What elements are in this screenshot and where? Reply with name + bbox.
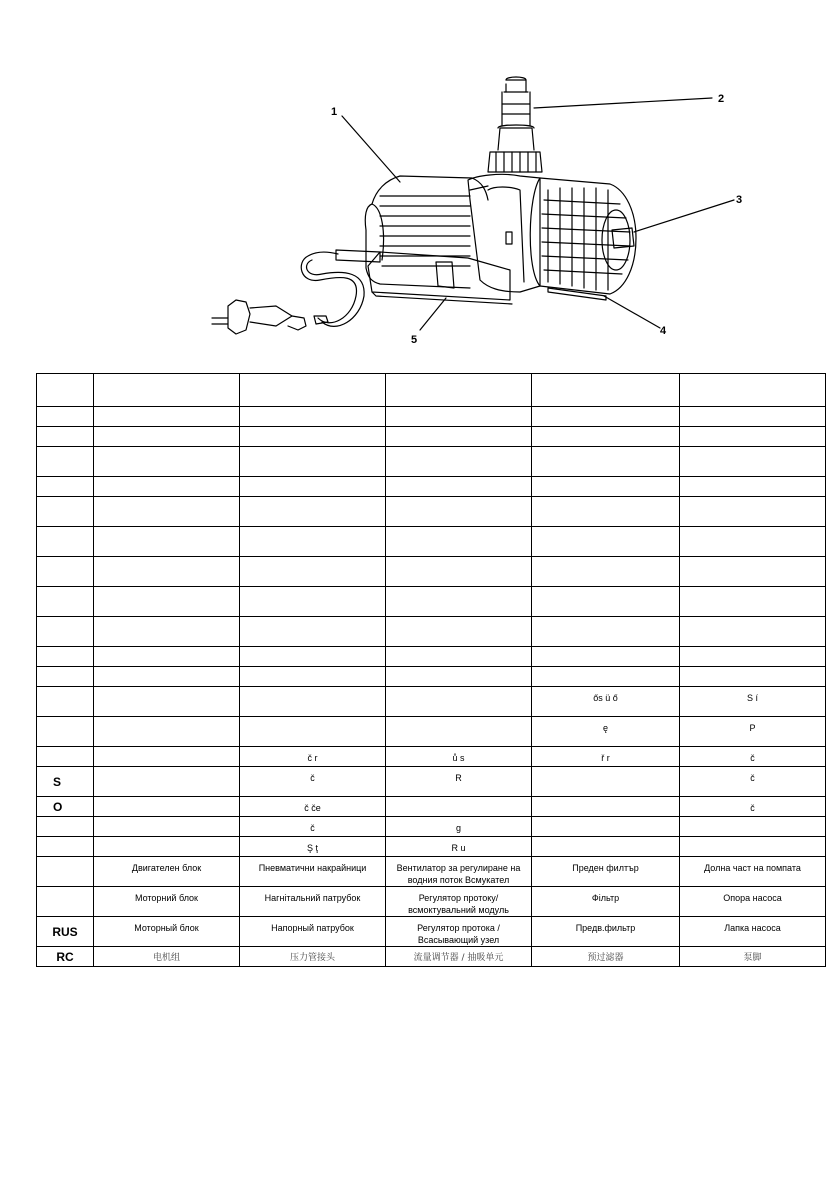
part-name-cell: P [680,717,826,747]
part-name-cell [240,407,386,427]
language-code-cell [37,717,94,747]
part-name-cell [680,477,826,497]
table-row [37,427,826,447]
part-name-cell [386,527,532,557]
part-name-cell [94,557,240,587]
language-code-cell: S [37,767,94,797]
part-name-cell: Напорный патрубок [240,917,386,947]
language-code-cell [37,747,94,767]
part-name-cell [386,797,532,817]
part-name-cell [680,374,826,407]
part-name-cell [94,447,240,477]
table-row [37,747,826,767]
callout-5: 5 [411,334,418,346]
part-name-cell [532,557,680,587]
part-name-cell [386,587,532,617]
language-code-cell [37,647,94,667]
table-row [37,917,826,947]
part-name-cell: Регулятор протоку/ всмоктувальний модуль [386,887,532,917]
table-row [37,647,826,667]
part-name-cell [386,687,532,717]
part-name-cell: Предв.фильтр [532,917,680,947]
part-name-cell [240,447,386,477]
table-row [37,447,826,477]
part-name-cell [532,797,680,817]
part-name-cell [240,497,386,527]
part-name-cell [240,617,386,647]
part-name-cell [386,717,532,747]
part-name-cell [680,557,826,587]
part-name-cell: Ş ţ [240,837,386,857]
part-name-cell [94,797,240,817]
part-name-cell: Нагнітальний патрубок [240,887,386,917]
part-name-cell: č r [240,747,386,767]
part-name-cell [94,837,240,857]
part-name-cell [94,477,240,497]
table-row [37,857,826,887]
language-code-cell [37,407,94,427]
part-name-cell [240,687,386,717]
part-name-cell: R u [386,837,532,857]
part-name-cell: Преден филтър [532,857,680,887]
language-code-cell [37,477,94,497]
part-name-cell [532,374,680,407]
part-name-cell [680,817,826,837]
language-code-cell: RC [37,947,94,967]
table-row [37,817,826,837]
part-name-cell: Опора насоса [680,887,826,917]
language-code-cell [37,587,94,617]
part-name-cell [240,557,386,587]
part-name-cell [532,407,680,427]
pressure-connector-drawing [488,77,542,172]
part-name-cell: Моторний блок [94,887,240,917]
table-row [37,717,826,747]
part-name-cell: R [386,767,532,797]
callout-1: 1 [331,106,338,118]
part-name-cell [94,767,240,797]
flow-regulator-drawing [468,174,540,292]
language-code-cell [37,617,94,647]
part-name-cell [240,477,386,497]
part-name-cell [94,374,240,407]
part-name-cell [240,717,386,747]
part-name-cell: Моторный блок [94,917,240,947]
part-name-cell [386,447,532,477]
language-code-cell [37,667,94,687]
part-name-cell [680,647,826,667]
part-name-cell: 压力管接头 [240,947,386,967]
table-row [37,947,826,967]
table-row [37,407,826,427]
part-name-cell [680,667,826,687]
part-name-cell [94,687,240,717]
part-name-cell [680,837,826,857]
part-name-cell: ů s [386,747,532,767]
part-name-cell: č [240,767,386,797]
language-code-cell [37,527,94,557]
part-name-cell: 流量调节器 / 抽吸单元 [386,947,532,967]
table-row [37,587,826,617]
part-name-cell [532,447,680,477]
part-name-cell [386,477,532,497]
language-code-cell [37,817,94,837]
table-row [37,797,826,817]
part-name-cell [680,407,826,427]
part-name-cell: 泵脚 [680,947,826,967]
part-name-cell [532,427,680,447]
table-row [37,557,826,587]
language-code-cell [37,687,94,717]
language-code-cell [37,887,94,917]
part-name-cell [532,647,680,667]
language-code-cell [37,497,94,527]
table-row [37,837,826,857]
table-row [37,687,826,717]
part-name-cell [532,587,680,617]
part-name-cell [94,587,240,617]
part-name-cell [386,617,532,647]
part-name-cell [94,617,240,647]
part-name-cell [532,767,680,797]
part-name-cell [680,497,826,527]
part-name-cell [532,617,680,647]
table-row [37,477,826,497]
part-name-cell [94,427,240,447]
part-name-cell: č [680,747,826,767]
pump-illustration [0,0,840,360]
prefilter-drawing [530,178,636,300]
part-name-cell [240,374,386,407]
part-name-cell [680,617,826,647]
part-name-cell [680,527,826,557]
part-name-cell: č [680,797,826,817]
part-name-cell: g [386,817,532,837]
part-name-cell: ę [532,717,680,747]
part-name-cell: Двигателен блок [94,857,240,887]
part-name-cell: 电机组 [94,947,240,967]
callout-3: 3 [736,194,743,206]
table-row [37,527,826,557]
part-name-cell [532,527,680,557]
table-row [37,667,826,687]
part-name-cell [532,497,680,527]
part-name-cell: S í [680,687,826,717]
part-name-cell [94,667,240,687]
table-row [37,887,826,917]
part-name-cell [240,527,386,557]
callout-4: 4 [660,325,667,337]
part-name-cell: č [680,767,826,797]
part-name-cell [94,747,240,767]
part-name-cell [386,497,532,527]
language-code-cell [37,557,94,587]
table-row [37,374,826,407]
table-row [37,497,826,527]
part-name-cell [532,667,680,687]
part-name-cell: Долна част на помпата [680,857,826,887]
part-name-cell [680,587,826,617]
table-row [37,617,826,647]
part-name-cell [240,667,386,687]
part-name-cell [680,427,826,447]
part-name-cell [94,527,240,557]
part-name-cell [94,497,240,527]
part-name-cell: č če [240,797,386,817]
part-name-cell [240,427,386,447]
part-name-cell [240,647,386,667]
language-code-cell [37,857,94,887]
part-name-cell [532,817,680,837]
parts-table [36,373,826,967]
part-name-cell [386,557,532,587]
part-name-cell [532,477,680,497]
part-name-cell: Лапка насоса [680,917,826,947]
part-name-cell [386,427,532,447]
part-name-cell: č [240,817,386,837]
part-name-cell [94,647,240,667]
language-code-cell [37,427,94,447]
language-code-cell [37,837,94,857]
part-name-cell [386,407,532,427]
table-row [37,767,826,797]
callout-2: 2 [718,93,725,105]
motor-block-drawing [336,176,488,288]
power-plug-drawing [212,252,364,334]
part-name-cell [386,667,532,687]
part-name-cell: Регулятор протока / Всасывающий узел [386,917,532,947]
part-name-cell: Вентилатор за регулиране на водния поток Всмукател [386,857,532,887]
part-name-cell: 预过滤器 [532,947,680,967]
language-code-cell [37,447,94,477]
part-name-cell [94,817,240,837]
pump-foot-drawing [368,252,512,304]
language-code-cell [37,374,94,407]
part-name-cell [386,647,532,667]
language-code-cell: RUS [37,917,94,947]
language-code-cell: O [37,797,94,817]
part-name-cell [386,374,532,407]
part-name-cell [532,837,680,857]
part-name-cell: ř r [532,747,680,767]
part-name-cell: ős ü ő [532,687,680,717]
part-name-cell [240,587,386,617]
part-name-cell: Фільтр [532,887,680,917]
part-name-cell [680,447,826,477]
part-name-cell [94,407,240,427]
part-name-cell: Пневматични накрайници [240,857,386,887]
part-name-cell [94,717,240,747]
